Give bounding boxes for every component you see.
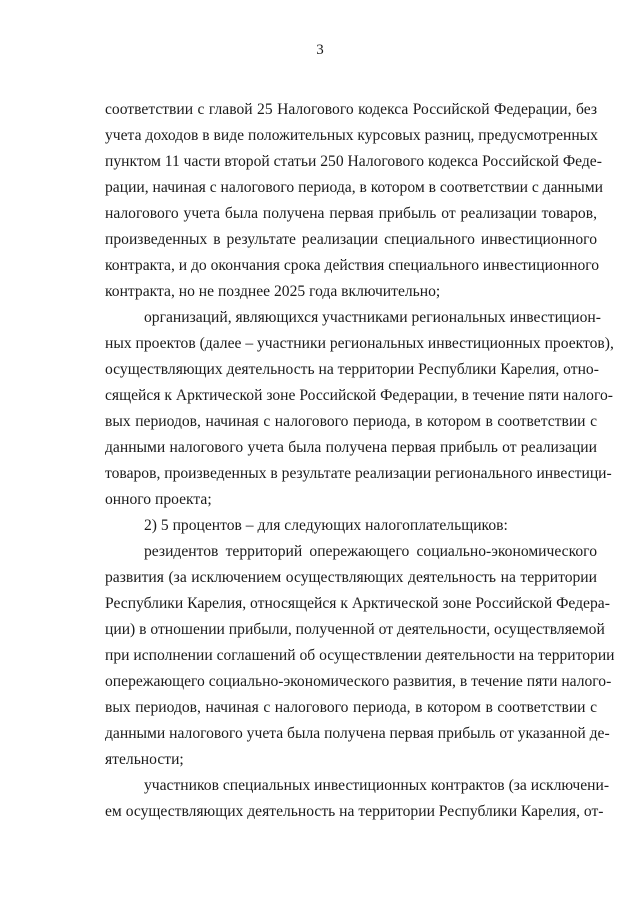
text-line: организаций, являющихся участниками региональных инвестицион-	[144, 309, 601, 326]
text-line: 2) 5 процентов – для следующих налогоплательщиков:	[144, 517, 508, 534]
text-line: рации, начиная с налогового периода, в котором в соответствии с данными	[105, 179, 603, 196]
text-line: ции) в отношении прибыли, полученной от деятельности, осуществляемой	[105, 621, 605, 638]
text-line: сящейся к Арктической зоне Российской Федерации, в течение пяти налого-	[105, 387, 613, 404]
text-line: ных проектов (далее – участники региональных инвестиционных проектов),	[105, 335, 614, 352]
page-number: 3	[316, 42, 324, 58]
text-line: участников специальных инвестиционных контрактов (за исключени-	[144, 777, 610, 794]
text-line: вых периодов, начиная с налогового периода, в котором в соответствии с	[105, 699, 597, 716]
text-line: данными налогового учета была получена первая прибыль от указанной де-	[105, 725, 610, 742]
text-line: опережающего социально-экономического развития, в течение пяти налого-	[105, 673, 612, 690]
text-line: пунктом 11 части второй статьи 250 Налогового кодекса Российской Феде-	[105, 153, 602, 170]
text-line: ятельности;	[105, 751, 184, 768]
text-line: при исполнении соглашений об осуществлении деятельности на территории	[105, 647, 615, 664]
text-line: учета доходов в виде положительных курсовых разниц, предусмотренных	[105, 127, 598, 144]
text-line: ем осуществляющих деятельность на территории Республики Карелия, от-	[105, 803, 604, 820]
text-line: онного проекта;	[105, 491, 212, 508]
text-line: Республики Карелия, относящейся к Арктической зоне Российской Федера-	[105, 595, 610, 612]
text-line: соответствии с главой 25 Налогового кодекса Российской Федерации, без	[105, 101, 597, 118]
text-line: данными налогового учета была получена первая прибыль от реализации	[105, 439, 597, 456]
text-line: товаров, произведенных в результате реализации регионального инвестици-	[105, 465, 612, 482]
text-line: вых периодов, начиная с налогового периода, в котором в соответствии с	[105, 413, 597, 430]
text-line: произведенных в результате реализации специального инвестиционного	[105, 231, 597, 248]
text-line: осуществляющих деятельность на территории Республики Карелия, отно-	[105, 361, 599, 378]
text-line: контракта, и до окончания срока действия специального инвестиционного	[105, 257, 600, 274]
text-line: налогового учета была получена первая прибыль от реализации товаров,	[105, 205, 597, 222]
text-line: развития (за исключением осуществляющих деятельность на территории	[105, 569, 597, 586]
text-line: резидентов территорий опережающего социально-экономического	[144, 543, 597, 560]
text-line: контракта, но не позднее 2025 года включительно;	[105, 283, 441, 300]
